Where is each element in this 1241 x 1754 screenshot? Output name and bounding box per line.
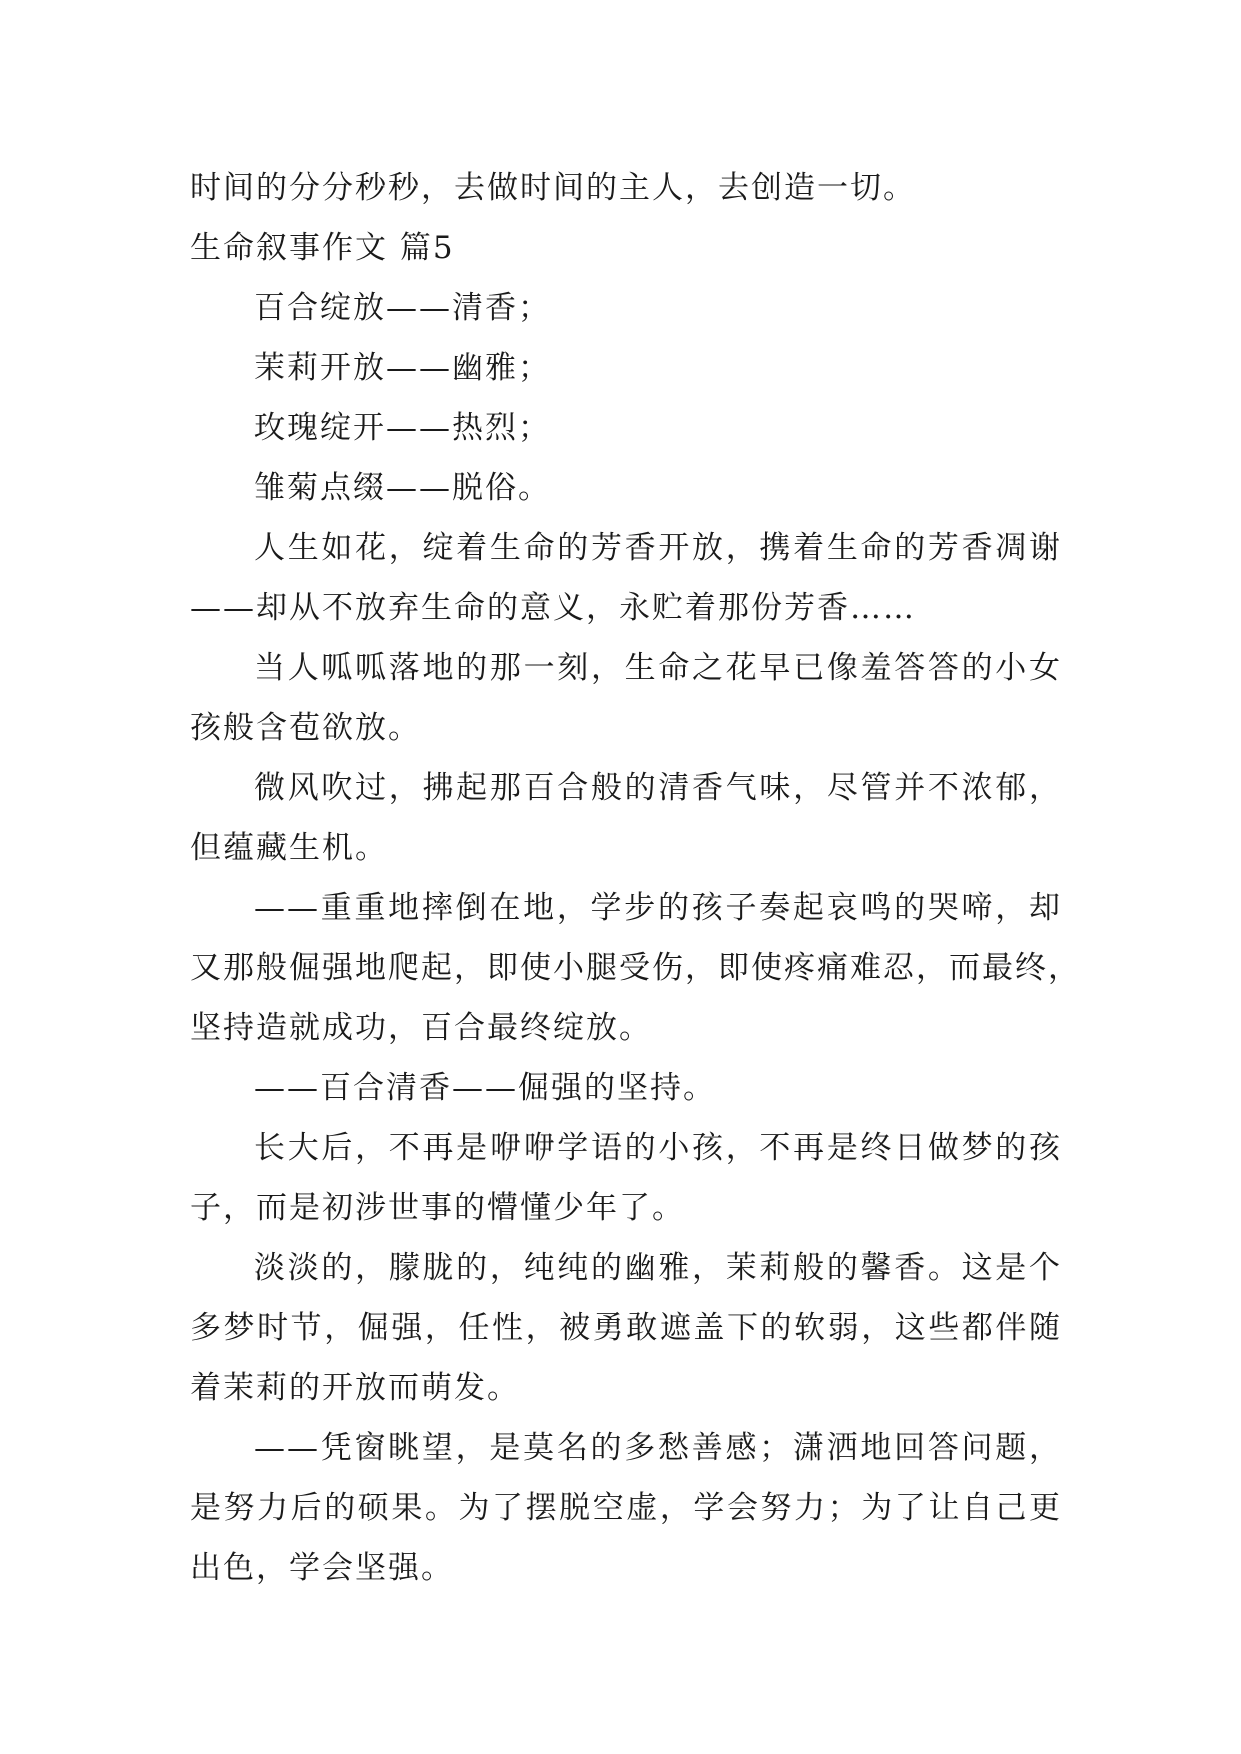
text-line: 出色，学会坚强。 — [190, 1550, 454, 1586]
document-body — [190, 158, 1081, 1598]
text-line: 时间的分分秒秒，去做时间的主人，去创造一切。 — [190, 170, 916, 206]
text-line: 着茉莉的开放而萌发。 — [190, 1370, 520, 1406]
text-line: ——凭窗眺望，是莫名的多愁善感；潇洒地回答问题， — [254, 1430, 1062, 1466]
text-line: 百合绽放——清香； — [254, 290, 551, 326]
text-line: 茉莉开放——幽雅； — [254, 350, 551, 386]
text-line: ——百合清香——倔强的坚持。 — [254, 1070, 716, 1106]
text-line: 微风吹过，拂起那百合般的清香气味，尽管并不浓郁， — [254, 770, 1062, 806]
text-line: 孩般含苞欲放。 — [190, 710, 421, 746]
text-line: ——重重地摔倒在地，学步的孩子奏起哀鸣的哭啼，却 — [254, 890, 1062, 926]
text-line: 人生如花，绽着生命的芳香开放，携着生命的芳香凋谢 — [254, 530, 1062, 566]
text-line: 当人呱呱落地的那一刻，生命之花早已像羞答答的小女 — [254, 650, 1062, 686]
text-line: 玫瑰绽开——热烈； — [254, 410, 551, 446]
text-line: ——却从不放弃生命的意义，永贮着那份芳香…… — [190, 590, 916, 626]
text-line: 淡淡的，朦胧的，纯纯的幽雅，茉莉般的馨香。这是个 — [254, 1250, 1062, 1286]
text-line: 雏菊点缀——脱俗。 — [254, 470, 551, 506]
text-line: 但蕴藏生机。 — [190, 830, 388, 866]
text-line: 多梦时节，倔强，任性，被勇敢遮盖下的软弱，这些都伴随 — [190, 1310, 1062, 1346]
text-line: 坚持造就成功，百合最终绽放。 — [190, 1010, 652, 1046]
text-line: 长大后，不再是咿咿学语的小孩，不再是终日做梦的孩 — [254, 1130, 1062, 1166]
text-line: 子，而是初涉世事的懵懂少年了。 — [190, 1190, 685, 1226]
section-heading: 生命叙事作文 篇5 — [190, 230, 455, 266]
text-line: 又那般倔强地爬起，即使小腿受伤，即使疼痛难忍，而最终， — [190, 950, 1081, 986]
text-line: 是努力后的硕果。为了摆脱空虚，学会努力；为了让自己更 — [190, 1490, 1062, 1526]
